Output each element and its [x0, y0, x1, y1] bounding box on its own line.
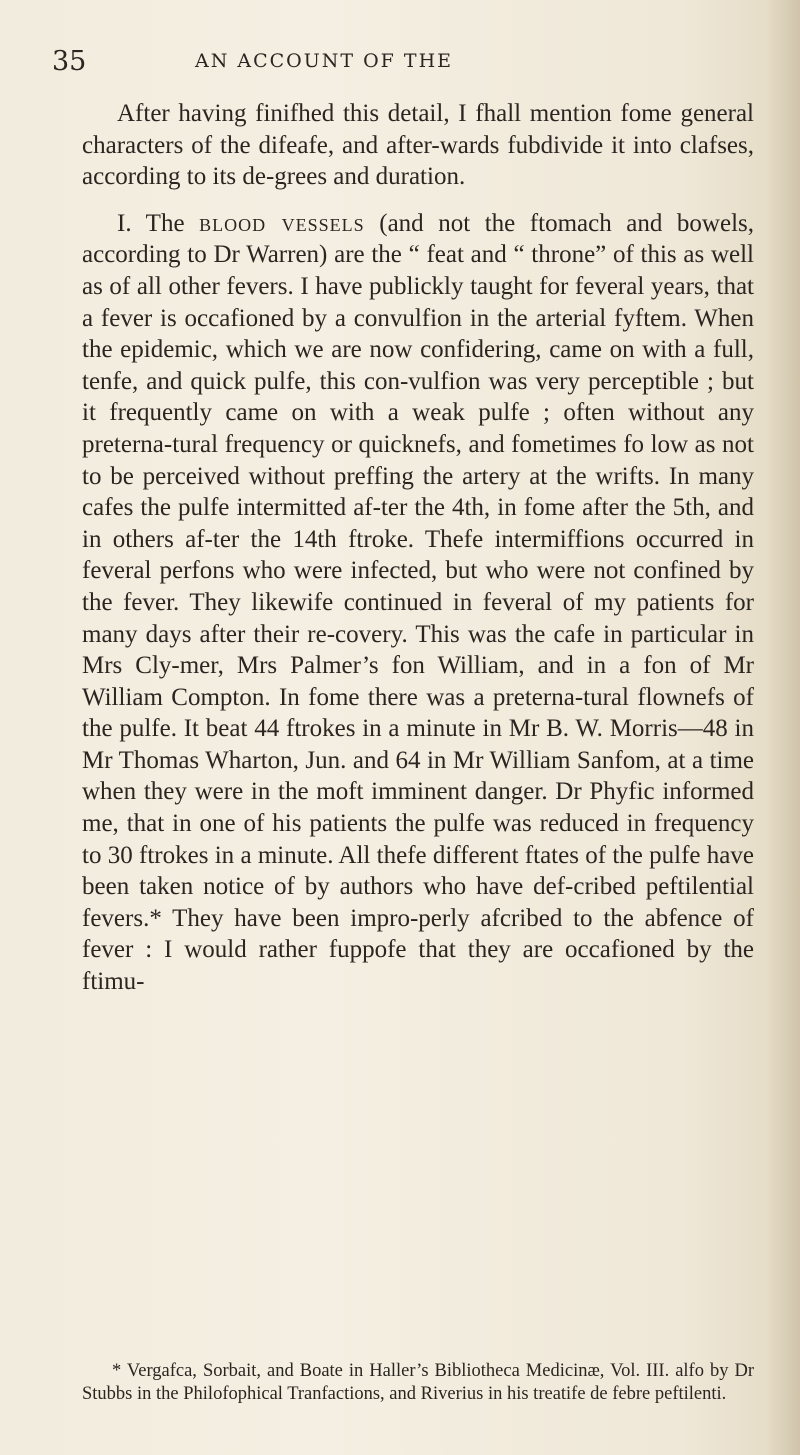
page-edge-shadow	[766, 0, 800, 1455]
page-number: 35	[52, 46, 87, 77]
paragraph-2-lead: I. The	[117, 209, 200, 237]
paragraph-2-rest: (and not the ftomach and bowels, according to Dr Warren) are the “ feat and “ throne” of this as well as of all other fevers. I have publickly taught for feveral years, that a fever is occafioned by a convulfion in the arterial fyftem. When the epidemic, which we are now confidering, came on with a full, tenfe, and quick pulfe, this con-vulfion was very perceptible ; but it frequently came on with a weak pulfe ; often without any preterna-tural frequency or quicknefs, and fometimes fo low as not to be perceived without preffing the artery at the wrifts. In many cafes the pulfe intermitted af-ter the 4th, in fome after the 5th, and in others af-ter the 14th ftroke. Thefe intermiffions occurred in feveral perfons who were infected, but who were not confined by the fever. They likewife continued in feveral of my patients for many days after their re-covery. This was the cafe in particular in Mrs Cly-mer, Mrs Palmer’s fon William, and in a fon of Mr William Compton. In fome there was a preterna-tural flownefs of the pulfe. It beat 44 ftrokes in a minute in Mr B. W. Morris—48 in Mr Thomas Wharton, Jun. and 64 in Mr William Sanfom, at a time when they were in the moft imminent danger. Dr Phyfic informed me, that in one of his patients the pulfe was reduced in frequency to 30 ftrokes in a minute. All thefe different ftates of the pulfe have been taken notice of by authors who have def-cribed peftilential fevers.* They have been impro-perly afcribed to the abfence of fever : I would rather fuppofe that they are occafioned by the ftimu-	[82, 209, 755, 996]
paragraph-1: After having finifhed this detail, I fhall mention fome general characters of the difeafe, and after-wards fubdivide it into clafses, according to its de-grees and duration.	[82, 100, 754, 191]
footnote	[82, 1360, 754, 1406]
running-head: AN ACCOUNT OF THE	[195, 50, 454, 72]
page-header	[52, 42, 742, 82]
footnote-text: * Vergafca, Sorbait, and Boate in Haller’s Bibliotheca Medicinæ, Vol. III. alfo by Dr Stubbs in the Philofophical Tranfactions, and Riverius in his treatife de febre peftilenti.	[82, 1361, 754, 1404]
paragraph-2	[82, 208, 754, 998]
body-text	[82, 98, 754, 998]
paragraph-2-small-caps: blood vessels	[199, 209, 365, 237]
